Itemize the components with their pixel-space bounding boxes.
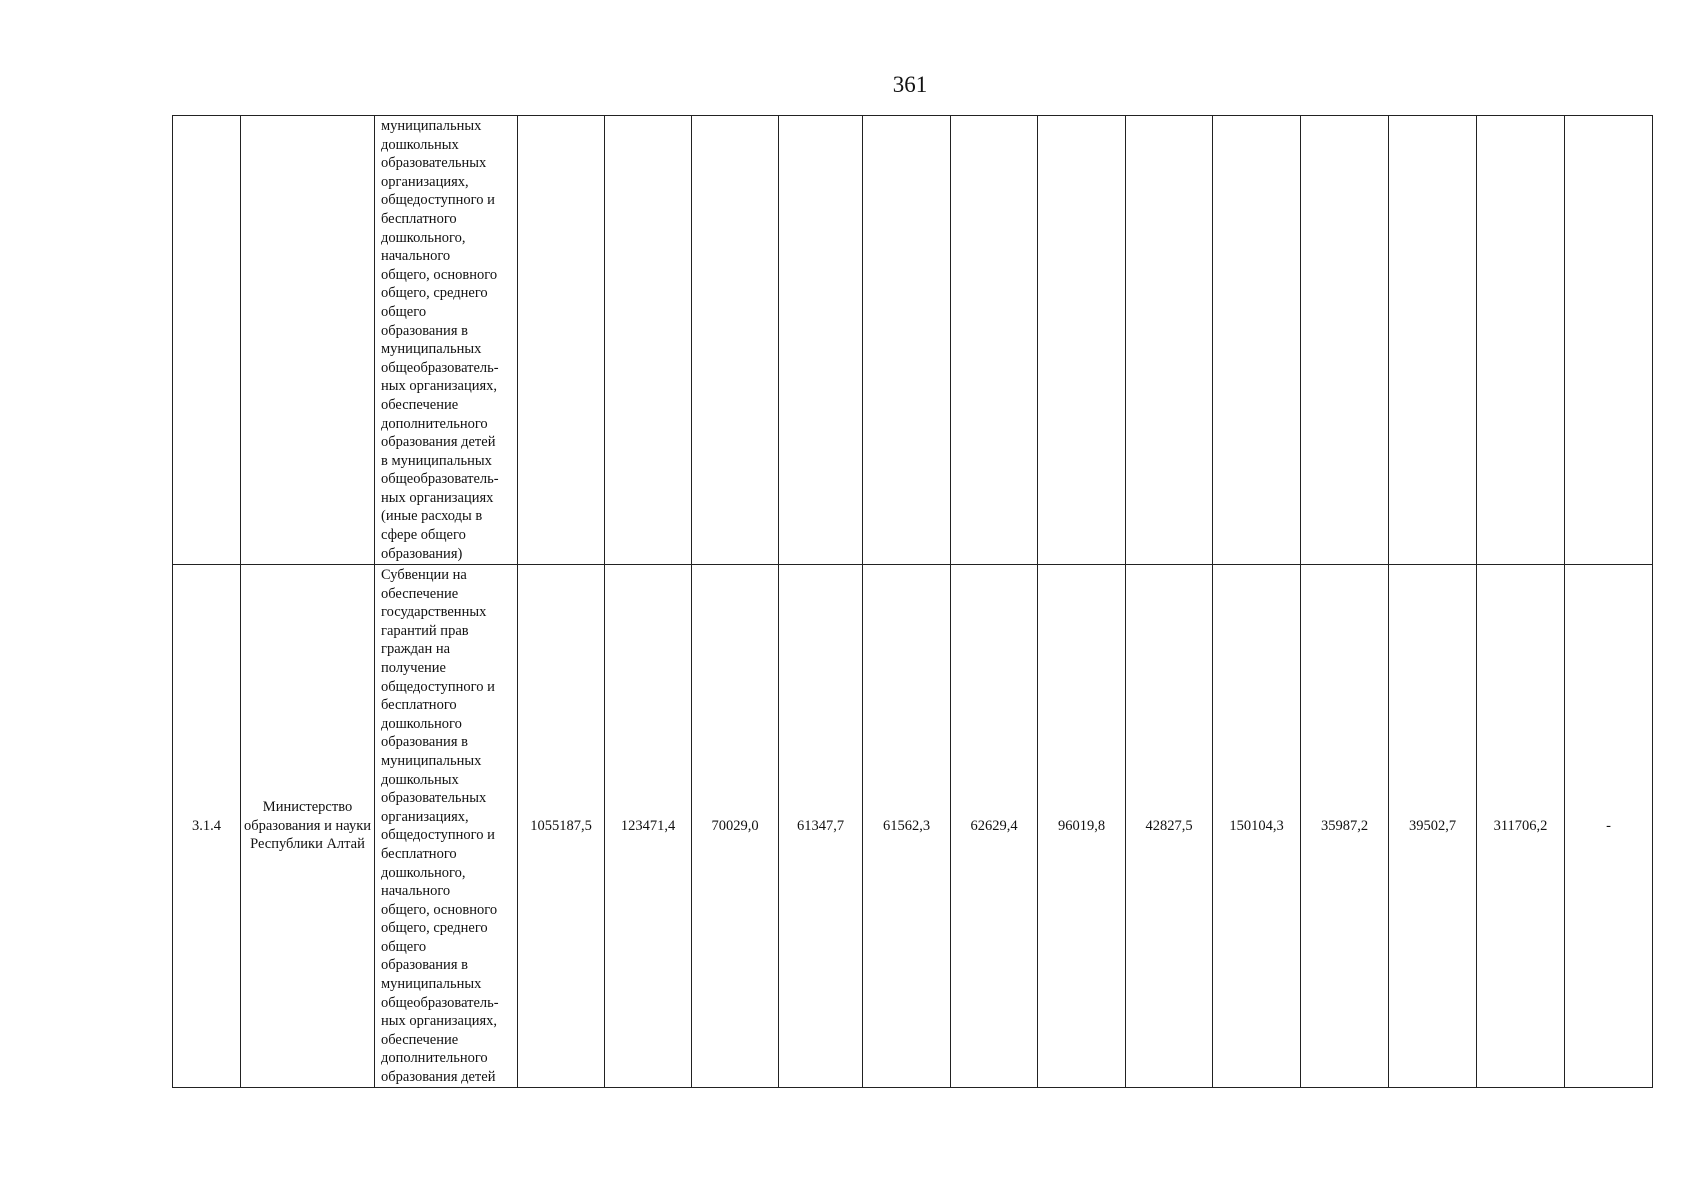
description-line: общего, основного	[381, 266, 498, 283]
value-cell: -	[1565, 565, 1653, 1088]
description-line: общедоступного и	[381, 827, 495, 844]
value-cell	[951, 116, 1038, 565]
description-line: общего, среднего	[381, 285, 488, 302]
description-line: гарантий прав	[381, 622, 469, 639]
description-line: муниципальных	[381, 976, 482, 993]
budget-table	[172, 115, 1653, 1088]
description-line: ных организациях	[381, 489, 494, 506]
description-line: общего, основного	[381, 901, 498, 918]
description-line: общего	[381, 303, 427, 320]
value-cell: 35987,2	[1301, 565, 1389, 1088]
value-cell	[779, 116, 863, 565]
description-line: образования в	[381, 957, 468, 974]
description-line: образования в	[381, 322, 468, 339]
description-line: образования в	[381, 734, 468, 751]
description-line: бесплатного	[381, 210, 457, 227]
description-line: начального	[381, 883, 451, 900]
description-line: обеспечение	[381, 585, 459, 602]
value-cell: 150104,3	[1213, 565, 1301, 1088]
description-line: Субвенции на	[381, 567, 467, 583]
description-line: муниципальных	[381, 341, 482, 358]
description-line: организациях,	[381, 173, 469, 190]
page-number: 361	[892, 72, 928, 97]
description-line: общедоступного и	[381, 192, 495, 209]
description-line: образования детей	[381, 434, 496, 451]
value-cell	[863, 116, 951, 565]
description-line: муниципальных	[381, 752, 482, 769]
description-line: общеобразователь-	[381, 994, 499, 1011]
value-cell: 311706,2	[1477, 565, 1565, 1088]
description-line: образования)	[381, 545, 463, 562]
description-line: организациях,	[381, 808, 469, 825]
value-cell	[518, 116, 605, 565]
description-line: ных организациях,	[381, 1013, 498, 1030]
value-cell	[1213, 116, 1301, 565]
description-line: граждан на	[381, 641, 451, 658]
description-line: дошкольных	[381, 136, 459, 153]
description-line: дошкольных	[381, 771, 459, 788]
row-id-cell	[173, 116, 241, 565]
description-line: дошкольного	[381, 715, 462, 732]
description-line: получение	[381, 659, 446, 676]
description-line: дополнительного	[381, 1050, 488, 1067]
description-cell	[375, 565, 518, 1088]
description-cell	[375, 116, 518, 565]
value-cell: 62629,4	[951, 565, 1038, 1088]
description-line: государственных	[381, 604, 487, 621]
value-cell: 39502,7	[1389, 565, 1477, 1088]
description-line: дошкольного,	[381, 229, 466, 246]
value-cell	[692, 116, 779, 565]
description-line: дополнительного	[381, 415, 488, 432]
description-line: общедоступного и	[381, 678, 495, 695]
owner-cell: Министерство образования и науки Республики Алтай	[241, 565, 375, 1088]
row-id-cell: 3.1.4	[173, 565, 241, 1088]
value-cell: 61347,7	[779, 565, 863, 1088]
description-line: ных организациях,	[381, 378, 498, 395]
value-cell: 70029,0	[692, 565, 779, 1088]
value-cell	[605, 116, 692, 565]
description-line: образования детей	[381, 1069, 496, 1086]
description-line: сфере общего	[381, 527, 466, 544]
description-line: (иные расходы в	[381, 508, 483, 525]
value-cell	[1565, 116, 1653, 565]
description-line: общего	[381, 938, 427, 955]
value-cell: 61562,3	[863, 565, 951, 1088]
description-line: начального	[381, 248, 451, 265]
description-line: обеспечение	[381, 396, 459, 413]
description-line: бесплатного	[381, 845, 457, 862]
table-row	[173, 565, 1653, 1088]
value-cell	[1389, 116, 1477, 565]
description-line: дошкольного,	[381, 864, 466, 881]
value-cell: 1055187,5	[518, 565, 605, 1088]
value-cell	[1477, 116, 1565, 565]
value-cell	[1038, 116, 1126, 565]
description-line: обеспечение	[381, 1031, 459, 1048]
value-cell	[1126, 116, 1213, 565]
description-line: общеобразователь-	[381, 471, 499, 488]
description-line: общеобразователь-	[381, 359, 499, 376]
value-cell: 123471,4	[605, 565, 692, 1088]
table-row	[173, 116, 1653, 565]
value-cell: 96019,8	[1038, 565, 1126, 1088]
description-line: общего, среднего	[381, 920, 488, 937]
description-line: муниципальных	[381, 118, 482, 134]
value-cell: 42827,5	[1126, 565, 1213, 1088]
description-line: бесплатного	[381, 697, 457, 714]
value-cell	[1301, 116, 1389, 565]
description-line: образовательных	[381, 790, 487, 807]
owner-cell	[241, 116, 375, 565]
description-line: в муниципальных	[381, 452, 492, 469]
description-line: образовательных	[381, 155, 487, 172]
